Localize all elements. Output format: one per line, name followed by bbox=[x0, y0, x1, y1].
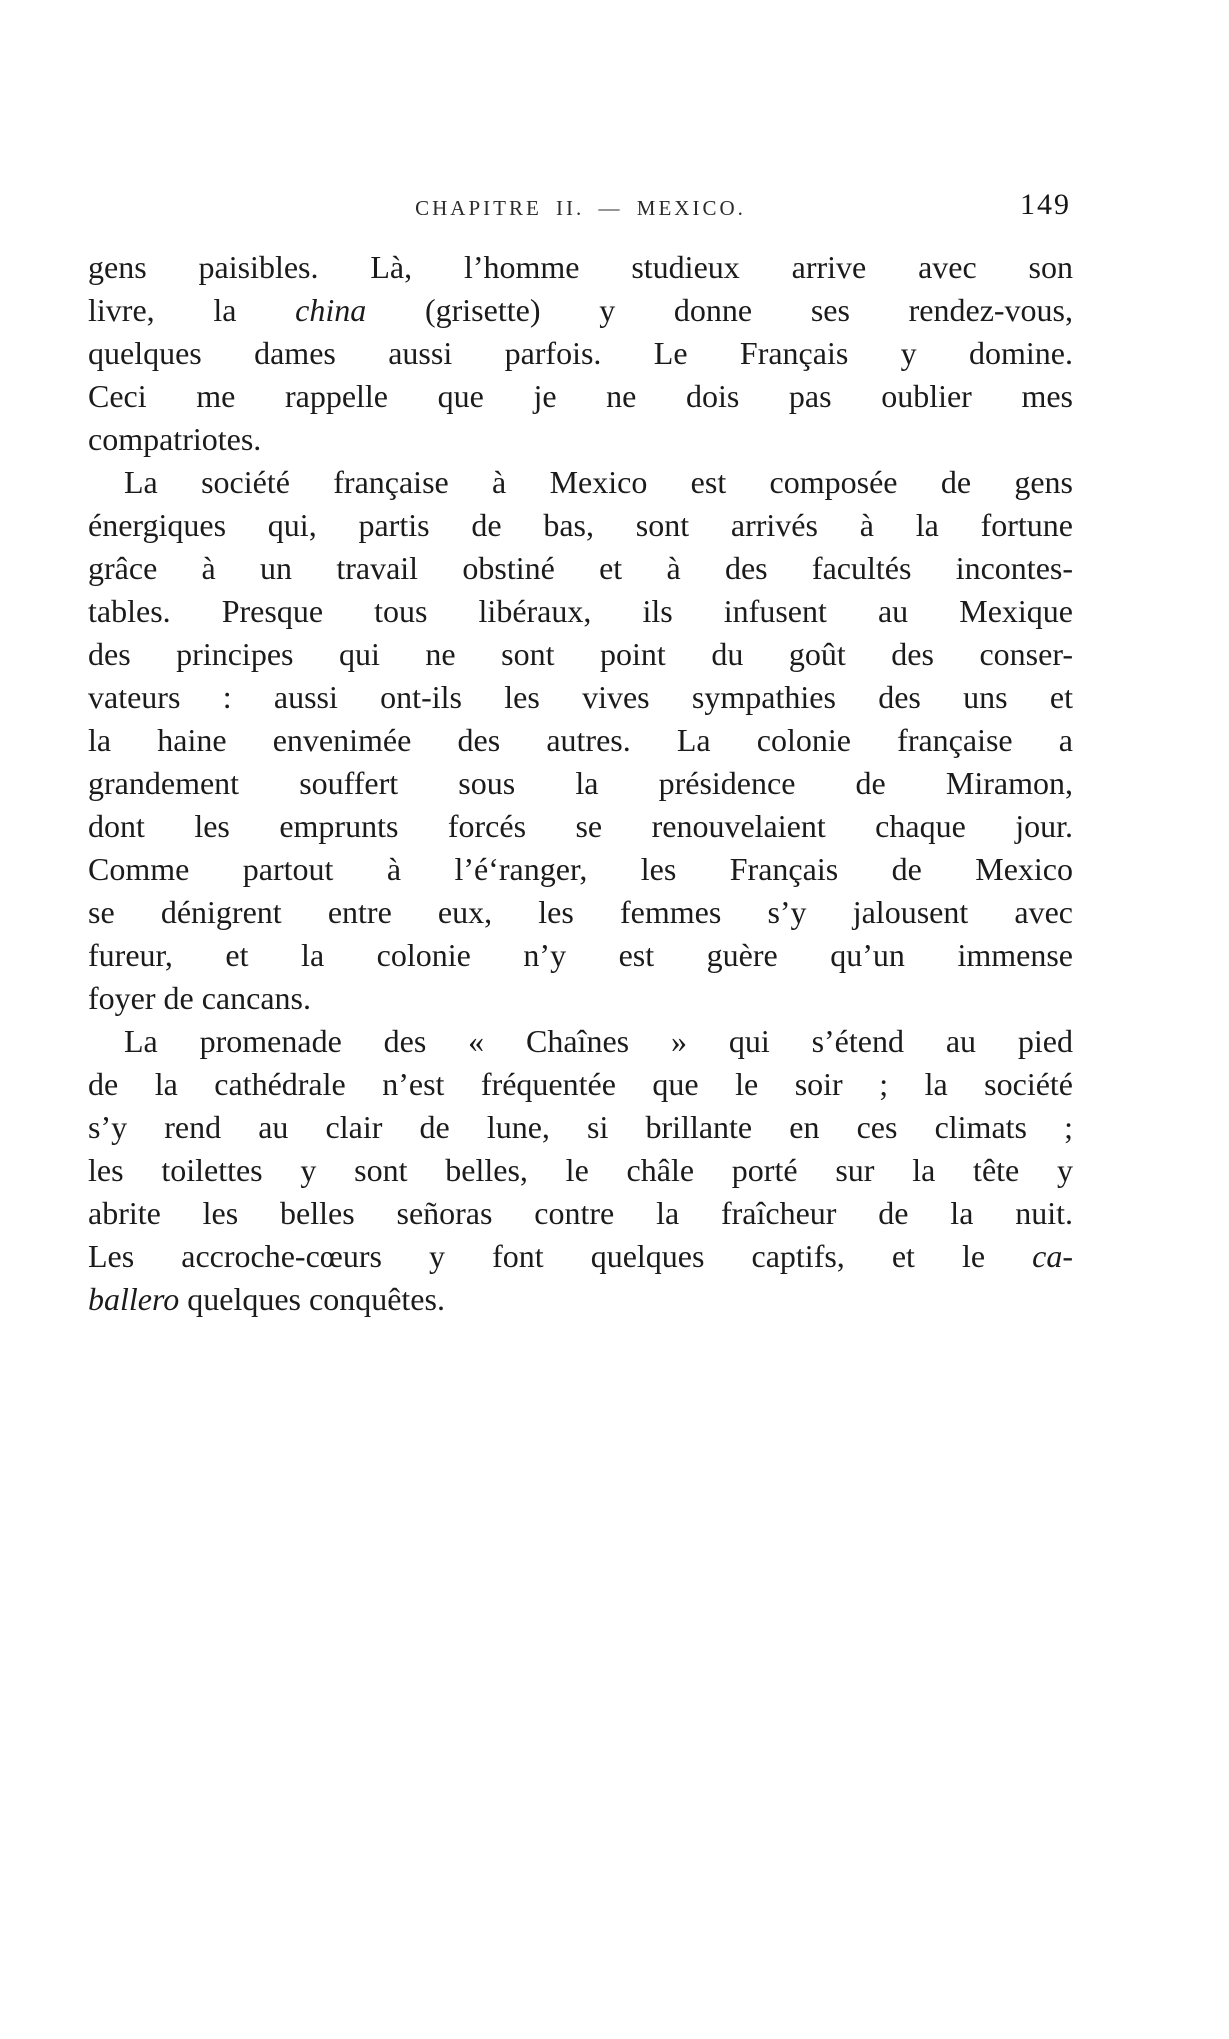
text-segment: (grisette) y donne ses rendez-vous, bbox=[366, 292, 1074, 328]
text-segment: fureur, et la colonie n’y est guère qu’un immense bbox=[88, 937, 1073, 973]
text-segment: dont les emprunts forcés se renouvelaient chaque jour. bbox=[88, 808, 1073, 844]
text-line bbox=[88, 891, 1073, 934]
running-header-title: CHAPITRE II. — MEXICO. bbox=[415, 196, 746, 220]
text-line bbox=[88, 1192, 1073, 1235]
text-line bbox=[88, 1278, 1073, 1321]
text-line bbox=[88, 246, 1073, 289]
text-segment: abrite les belles señoras contre la fraîcheur de la nuit. bbox=[88, 1195, 1073, 1231]
text-segment: foyer de cancans. bbox=[88, 980, 311, 1016]
text-segment: grandement souffert sous la présidence de Miramon, bbox=[88, 765, 1073, 801]
text-line bbox=[88, 848, 1073, 891]
text-segment: des principes qui ne sont point du goût des conser- bbox=[88, 636, 1073, 672]
text-segment: china bbox=[295, 292, 367, 328]
text-segment: Comme partout à l’é‘ranger, les Français de Mexico bbox=[88, 851, 1073, 887]
text-line bbox=[88, 418, 1073, 461]
text-line bbox=[88, 1020, 1073, 1063]
text-segment: La société française à Mexico est composée de gens bbox=[124, 464, 1073, 500]
text-line bbox=[88, 719, 1073, 762]
text-segment: les toilettes y sont belles, le châle porté sur la tête y bbox=[88, 1152, 1073, 1188]
text-line bbox=[88, 1063, 1073, 1106]
page-text bbox=[88, 246, 1073, 1321]
text-segment: compatriotes. bbox=[88, 421, 262, 457]
text-segment: ca- bbox=[1032, 1238, 1073, 1274]
text-segment: livre, la bbox=[88, 292, 296, 328]
text-segment: quelques conquêtes. bbox=[179, 1281, 445, 1317]
text-segment: quelques dames aussi parfois. Le Français y domine. bbox=[88, 335, 1073, 371]
text-line bbox=[88, 934, 1073, 977]
text-line bbox=[88, 805, 1073, 848]
text-line bbox=[88, 676, 1073, 719]
text-segment: s’y rend au clair de lune, si brillante en ces climats ; bbox=[88, 1109, 1073, 1145]
text-segment: de la cathédrale n’est fréquentée que le soir ; la société bbox=[88, 1066, 1073, 1102]
text-segment: grâce à un travail obstiné et à des facultés incontes- bbox=[88, 550, 1073, 586]
text-segment: ballero bbox=[88, 1281, 180, 1317]
text-segment: gens paisibles. Là, l’homme studieux arrive avec son bbox=[88, 249, 1073, 285]
text-line bbox=[88, 762, 1073, 805]
text-segment: Les accroche-cœurs y font quelques captifs, et le bbox=[88, 1238, 1033, 1274]
text-segment: tables. Presque tous libéraux, ils infusent au Mexique bbox=[88, 593, 1073, 629]
text-line bbox=[88, 332, 1073, 375]
text-segment: la haine envenimée des autres. La colonie française a bbox=[88, 722, 1073, 758]
text-line bbox=[88, 289, 1073, 332]
text-line bbox=[88, 375, 1073, 418]
text-line bbox=[88, 1106, 1073, 1149]
text-line bbox=[88, 461, 1073, 504]
text-segment: La promenade des « Chaînes » qui s’étend au pied bbox=[124, 1023, 1073, 1059]
text-line bbox=[88, 977, 1073, 1020]
text-segment: Ceci me rappelle que je ne dois pas oublier mes bbox=[88, 378, 1073, 414]
page-header bbox=[88, 188, 1073, 221]
text-segment: se dénigrent entre eux, les femmes s’y jalousent avec bbox=[88, 894, 1073, 930]
text-line bbox=[88, 504, 1073, 547]
text-segment: énergiques qui, partis de bas, sont arrivés à la fortune bbox=[88, 507, 1073, 543]
text-line bbox=[88, 590, 1073, 633]
text-segment: vateurs : aussi ont-ils les vives sympathies des uns et bbox=[88, 679, 1073, 715]
text-line bbox=[88, 547, 1073, 590]
text-line bbox=[88, 1149, 1073, 1192]
text-line bbox=[88, 1235, 1073, 1278]
text-line bbox=[88, 633, 1073, 676]
page-number: 149 bbox=[1020, 188, 1071, 221]
